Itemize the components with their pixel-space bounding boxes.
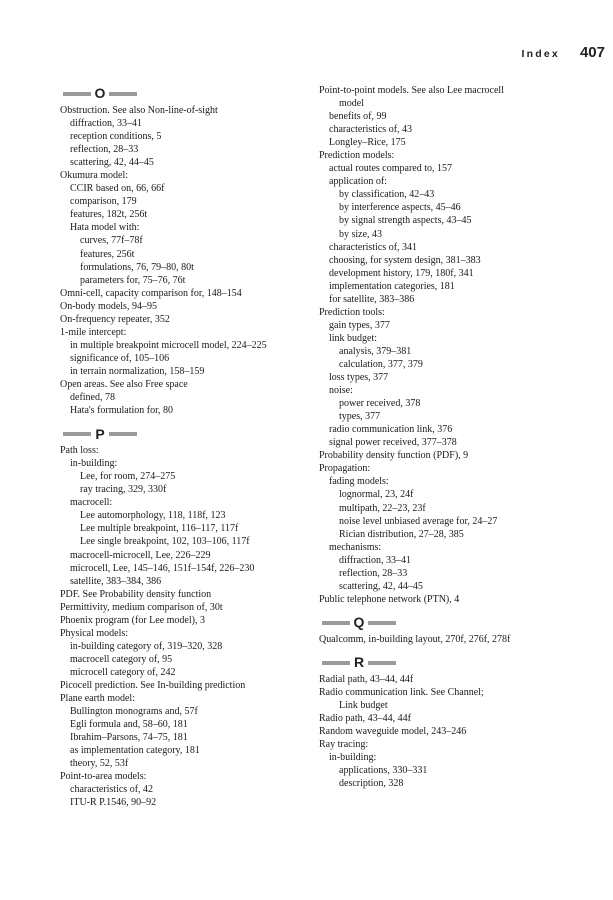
index-entry: noise: bbox=[329, 385, 353, 397]
index-entry: macrocell category of, 95 bbox=[70, 653, 173, 665]
index-entry: loss types, 377 bbox=[329, 372, 389, 384]
index-entry: benefits of, 99 bbox=[329, 111, 387, 123]
index-entry: features, 182t, 256t bbox=[70, 209, 148, 221]
index-entry: reception conditions, 5 bbox=[70, 131, 162, 143]
letter-heading-p bbox=[60, 424, 140, 444]
index-entry: comparison, 179 bbox=[70, 196, 137, 208]
index-entry: Hata's formulation for, 80 bbox=[70, 405, 174, 417]
running-header bbox=[522, 44, 605, 61]
index-entry: Public telephone network (PTN), 4 bbox=[319, 593, 460, 605]
index-entry: defined, 78 bbox=[70, 392, 115, 404]
index-entry: Phoenix program (for Lee model), 3 bbox=[60, 614, 205, 626]
index-entry: in-building category of, 319–320, 328 bbox=[70, 640, 223, 652]
index-entry: characteristics of, 341 bbox=[329, 241, 418, 253]
index-entry: implementation categories, 181 bbox=[329, 280, 455, 292]
index-entry: noise level unbiased average for, 24–27 bbox=[339, 515, 498, 527]
index-entry: Lee automorphology, 118, 118f, 123 bbox=[80, 510, 226, 522]
index-entry: analysis, 379–381 bbox=[339, 345, 412, 357]
index-entry: On-body models, 94–95 bbox=[60, 300, 157, 312]
index-entry: Lee multiple breakpoint, 116–117, 117f bbox=[80, 523, 239, 535]
index-entry: Longley–Rice, 175 bbox=[329, 137, 406, 149]
index-entry: characteristics of, 42 bbox=[70, 784, 154, 796]
index-entry: Probability density function (PDF), 9 bbox=[319, 450, 469, 462]
index-entry: in multiple breakpoint microcell model, 224–225 bbox=[70, 339, 267, 351]
index-entry: ITU-R P.1546, 90–92 bbox=[70, 797, 157, 809]
index-entry: reflection, 28–33 bbox=[339, 567, 408, 579]
index-entry: diffraction, 33–41 bbox=[70, 118, 143, 130]
index-entry: Picocell prediction. See In-building prediction bbox=[60, 679, 246, 691]
index-entry: 1-mile intercept: bbox=[60, 326, 127, 338]
index-entry: actual routes compared to, 157 bbox=[329, 163, 453, 175]
index-entry: Radio path, 43–44, 44f bbox=[319, 713, 411, 725]
index-entry: microcell, Lee, 145–146, 151f–154f, 226–230 bbox=[70, 562, 255, 574]
index-column-left bbox=[60, 84, 300, 809]
index-entry: On-frequency repeater, 352 bbox=[60, 313, 170, 325]
index-entry: characteristics of, 43 bbox=[329, 124, 413, 136]
index-entry: gain types, 377 bbox=[329, 319, 390, 331]
index-entry: PDF. See Probability density function bbox=[60, 588, 212, 600]
index-entry: types, 377 bbox=[339, 411, 381, 423]
index-entry: formulations, 76, 79–80, 80t bbox=[80, 261, 194, 273]
index-entry: application of: bbox=[329, 176, 388, 188]
index-entry: by signal strength aspects, 43–45 bbox=[339, 215, 472, 227]
index-entry: Rician distribution, 27–28, 385 bbox=[339, 528, 464, 540]
index-entry: in terrain normalization, 158–159 bbox=[70, 365, 205, 377]
index-entry: Lee single breakpoint, 102, 103–106, 117f bbox=[80, 536, 250, 548]
index-entry: Open areas. See also Free space bbox=[60, 378, 188, 390]
index-entry: Point-to-area models: bbox=[60, 771, 147, 783]
index-entry: CCIR based on, 66, 66f bbox=[70, 183, 165, 195]
index-entry: applications, 330–331 bbox=[339, 765, 428, 777]
page-number: 407 bbox=[579, 44, 605, 61]
index-entry: features, 256t bbox=[80, 248, 135, 260]
heading-letter: R bbox=[353, 654, 365, 671]
heading-rule-right bbox=[368, 621, 396, 625]
index-entry: Radio communication link. See Channel; bbox=[319, 686, 484, 698]
index-entry: parameters for, 75–76, 76t bbox=[80, 274, 186, 286]
index-entry: mechanisms: bbox=[329, 541, 382, 553]
index-entry: Bullington monograms and, 57f bbox=[70, 706, 198, 718]
index-entry: satellite, 383–384, 386 bbox=[70, 575, 162, 587]
heading-letter: P bbox=[95, 425, 105, 442]
index-column-right bbox=[319, 84, 554, 790]
index-entry: ray tracing, 329, 330f bbox=[80, 484, 167, 496]
index-entry: Lee, for room, 274–275 bbox=[80, 471, 176, 483]
heading-rule-left bbox=[63, 92, 91, 96]
index-entry: lognormal, 23, 24f bbox=[339, 489, 414, 501]
index-entry: by classification, 42–43 bbox=[339, 189, 435, 201]
index-entry: macrocell-microcell, Lee, 226–229 bbox=[70, 549, 211, 561]
index-entry: by interference aspects, 45–46 bbox=[339, 202, 461, 214]
index-entry: microcell category of, 242 bbox=[70, 666, 176, 678]
index-entry: scattering, 42, 44–45 bbox=[70, 157, 154, 169]
index-entry: choosing, for system design, 381–383 bbox=[329, 254, 481, 266]
index-entry: significance of, 105–106 bbox=[70, 352, 170, 364]
index-entry: Obstruction. See also Non-line-of-sight bbox=[60, 105, 218, 116]
index-entry: Egli formula and, 58–60, 181 bbox=[70, 719, 188, 731]
index-entry: Omni-cell, capacity comparison for, 148–154 bbox=[60, 287, 242, 299]
index-entry: model bbox=[339, 98, 364, 110]
index-entry: diffraction, 33–41 bbox=[339, 554, 412, 566]
heading-rule-left bbox=[322, 661, 350, 665]
index-entry: in-building: bbox=[329, 752, 377, 764]
index-entry: Hata model with: bbox=[70, 222, 140, 234]
heading-rule-left bbox=[63, 432, 91, 436]
index-entry: link budget: bbox=[329, 332, 378, 344]
index-entry: multipath, 22–23, 23f bbox=[339, 502, 426, 514]
index-entry: description, 328 bbox=[339, 778, 404, 790]
index-entry: Permittivity, medium comparison of, 30t bbox=[60, 601, 223, 613]
index-entry: Radial path, 43–44, 44f bbox=[319, 673, 414, 685]
heading-letter: Q bbox=[353, 614, 365, 631]
heading-rule-right bbox=[109, 92, 137, 96]
heading-rule-left bbox=[322, 621, 350, 625]
heading-rule-right bbox=[368, 661, 396, 665]
index-entry: for satellite, 383–386 bbox=[329, 293, 415, 305]
index-entry: Plane earth model: bbox=[60, 693, 135, 705]
index-entry: reflection, 28–33 bbox=[70, 144, 139, 156]
index-entry: scattering, 42, 44–45 bbox=[339, 580, 423, 592]
index-entry: macrocell: bbox=[70, 497, 113, 509]
heading-rule-right bbox=[109, 432, 137, 436]
index-entry: Ibrahim–Parsons, 74–75, 181 bbox=[70, 732, 188, 744]
index-entry: Ray tracing: bbox=[319, 739, 369, 751]
index-entry: radio communication link, 376 bbox=[329, 424, 453, 436]
index-entry: in-building: bbox=[70, 458, 118, 470]
index-entry: by size, 43 bbox=[339, 228, 383, 240]
index-entry: calculation, 377, 379 bbox=[339, 358, 423, 370]
index-entry: Qualcomm, in-building layout, 270f, 276f, 278f bbox=[319, 633, 511, 645]
index-entry: Prediction tools: bbox=[319, 306, 385, 318]
letter-heading-r bbox=[319, 653, 399, 673]
index-entry: Prediction models: bbox=[319, 150, 395, 162]
index-entry: Physical models: bbox=[60, 627, 129, 639]
section-gap bbox=[60, 417, 300, 424]
letter-heading-o bbox=[60, 84, 140, 104]
running-title: Index bbox=[521, 48, 560, 60]
index-entry: Okumura model: bbox=[60, 170, 129, 182]
heading-letter: O bbox=[94, 85, 106, 102]
index-entry: Propagation: bbox=[319, 463, 371, 475]
index-entry: development history, 179, 180f, 341 bbox=[329, 267, 474, 279]
index-entry: theory, 52, 53f bbox=[70, 758, 129, 770]
index-entry: Path loss: bbox=[60, 445, 99, 457]
index-entry: Point-to-point models. See also Lee macrocell bbox=[319, 85, 504, 96]
letter-heading-q bbox=[319, 613, 399, 633]
index-entry: signal power received, 377–378 bbox=[329, 437, 457, 449]
section-gap bbox=[319, 606, 554, 613]
index-entry: Link budget bbox=[339, 700, 388, 712]
index-entry: curves, 77f–78f bbox=[80, 235, 143, 247]
index-entry: as implementation category, 181 bbox=[70, 745, 200, 757]
section-gap bbox=[319, 646, 554, 653]
index-entry: fading models: bbox=[329, 476, 389, 488]
index-entry: power received, 378 bbox=[339, 398, 421, 410]
index-entry: Random waveguide model, 243–246 bbox=[319, 726, 467, 738]
